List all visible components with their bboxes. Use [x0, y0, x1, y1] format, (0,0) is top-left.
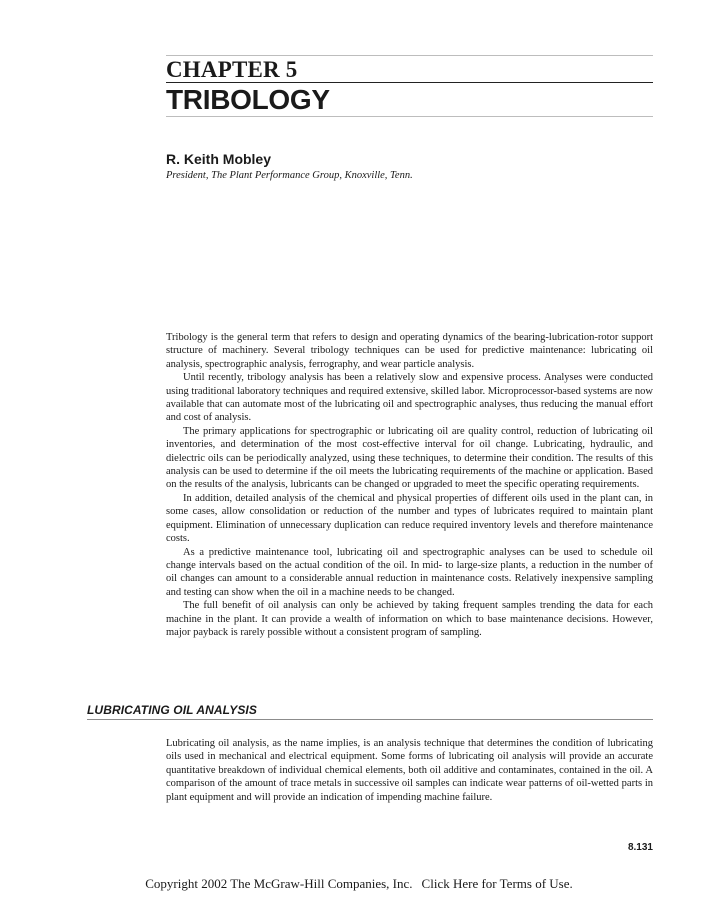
chapter-rule [166, 82, 653, 83]
chapter-title: TRIBOLOGY [166, 84, 330, 115]
footer [0, 876, 718, 892]
intro-text [166, 331, 653, 639]
intro-paragraph: Tribology is the general term that refers to design and operating dynamics of the bearing-lubrication-rotor support structure of machinery. Several tribology techniques can be used for predictive maintenance: lubricating oil analysis, spectrographic analysis, ferrography, and wear particle analysis. [166, 332, 653, 370]
title-underline [166, 116, 653, 117]
author-affiliation: President, The Plant Performance Group, Knoxville, Tenn. [166, 170, 413, 181]
intro-paragraph: As a predictive maintenance tool, lubricating oil and spectrographic analyses can be used to schedule oil change intervals based on the actual condition of the oil. In mid- to large-size plants, a reduction in the number of oil changes can amount to a considerable annual reduction in maintenance costs. Relatively inexpensive sampling and testing can show when the oil in a machine needs to be changed. [166, 546, 653, 598]
intro-paragraph: The full benefit of oil analysis can only be achieved by taking frequent samples trending the data for each machine in the plant. It can provide a wealth of information on which to base maintenance decisions. However, major payback is rarely possible without a consistent program of sampling. [166, 600, 653, 638]
intro-paragraph: The primary applications for spectrographic or lubricating oil are quality control, reduction of lubricating oil inventories, and determination of the most cost-effective interval for oil change. Lubricating, hydraulic, and dielectric oils can be periodically analyzed, using these techniques, to determine their condition. The results of this analysis can be used to determine if the oil meets the lubricating requirements of the machine or application. Based on the results of the analysis, lubricants can be changed or upgraded to meet the specific operating requirements. [166, 425, 653, 491]
intro-paragraph: Until recently, tribology analysis has been a relatively slow and expensive process. Analyses were conducted using traditional laboratory techniques and required extensive, skilled labor. Microprocessor-based systems are now available that can automate most of the lubricating oil and spectrographic analyses, thus reducing the manual effort and cost of analysis. [166, 372, 653, 424]
copyright-text: Copyright 2002 The McGraw-Hill Companies, Inc. [145, 876, 413, 891]
terms-of-use-link[interactable]: Click Here for Terms of Use. [421, 876, 573, 891]
section-rule [87, 719, 653, 720]
section-heading: LUBRICATING OIL ANALYSIS [87, 703, 257, 717]
top-rule [166, 55, 653, 56]
section-paragraph: Lubricating oil analysis, as the name implies, is an analysis technique that determines the condition of lubricating oils used in mechanical and electrical equipment. Some forms of lubricating oil analysis will provide an accurate quantitative breakdown of individual chemical elements, both oil additive and contaminates, contained in the oil. A comparison of the amount of trace metals in successive oil samples can indicate wear patterns of oil-wetted parts in plant equipment and will provide an indication of impending machine failure. [166, 738, 653, 803]
author-name: R. Keith Mobley [166, 151, 272, 167]
page-number: 8.131 [627, 842, 653, 853]
chapter-label: CHAPTER 5 [166, 57, 298, 82]
section-text [166, 737, 653, 804]
intro-paragraph: In addition, detailed analysis of the chemical and physical properties of different oils used in the plant can, in some cases, allow consolidation or reduction of the number and types of lubricates required to maintain plant equipment. Elimination of unnecessary duplication can reduce required inventory levels and therefore maintenance costs. [166, 492, 653, 545]
